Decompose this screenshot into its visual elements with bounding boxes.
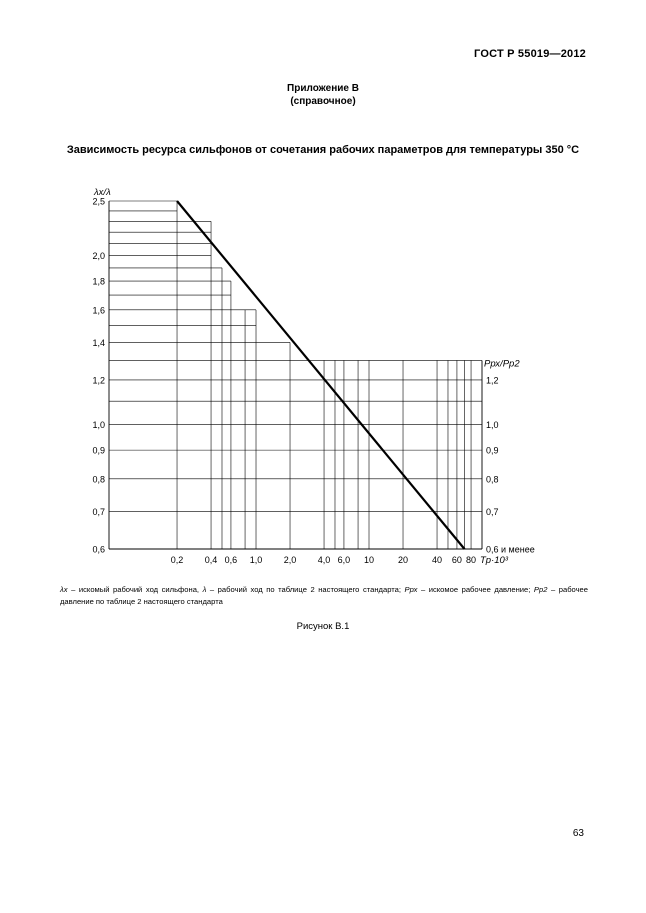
y-left-axis-label: λx/λ [94, 187, 111, 198]
y-left-tick-label: 1,0 [92, 419, 105, 430]
x-tick-label: 10 [363, 555, 375, 565]
figure-title: Зависимость ресурса сильфонов от сочетания рабочих параметров для температуры 350 °C [66, 144, 580, 156]
y-left-tick-label: 0,6 [92, 544, 105, 555]
x-tick-label: 60 [451, 555, 462, 565]
legend-pp2-text: – рабочее давление по таблице 2 настоящего стандарта [60, 585, 589, 606]
legend-l-text: – рабочий ход по таблице 2 настоящего стандарта; [206, 585, 405, 594]
x-tick-label: 6,0 [337, 555, 351, 565]
y-left-tick-label: 1,2 [92, 375, 105, 386]
y-left-tick-label: 0,8 [92, 474, 105, 485]
y-left-tick-label: 1,6 [92, 305, 105, 316]
y-right-tick-label: 1,2 [486, 375, 499, 386]
y-left-tick-label: 0,9 [92, 445, 105, 456]
x-axis-label: Tр·10³ [480, 555, 508, 566]
y-right-tick-label: 0,7 [486, 506, 499, 517]
y-left-tick-label: 1,8 [92, 276, 105, 287]
legend-l-symbol: λ [202, 585, 207, 594]
legend-ppx-symbol: Pрх [404, 585, 418, 594]
figure-legend [60, 584, 588, 608]
appendix-subtitle: (справочное) [290, 96, 356, 107]
x-tick-label: 80 [466, 555, 477, 565]
x-tick-label: 0,6 [224, 555, 238, 565]
y-right-axis-label: Pрх/Pр2 [484, 358, 520, 370]
y-left-tick-label: 2,0 [92, 250, 105, 261]
y-right-tick-label: 0,8 [486, 474, 499, 485]
appendix-heading [0, 82, 646, 108]
y-left-tick-label: 1,4 [92, 337, 105, 348]
y-right-tick-label: 1,0 [486, 419, 499, 430]
x-tick-label: 20 [398, 555, 409, 565]
x-tick-label: 4,0 [317, 555, 331, 565]
y-right-tick-label: 0,6 и менее [486, 544, 535, 555]
x-tick-label: 2,0 [283, 555, 297, 565]
x-tick-label: 0,4 [204, 555, 218, 565]
legend-pp2-symbol: Pр2 [533, 585, 548, 594]
y-right-tick-label: 0,9 [486, 445, 499, 456]
y-left-tick-label: 2,5 [92, 196, 105, 207]
y-left-tick-label: 0,7 [92, 506, 105, 517]
legend-lx-text: – искомый рабочий ход сильфона, [67, 585, 203, 594]
legend-ppx-text: – искомое рабочее давление; [417, 585, 534, 594]
figure-caption: Рисунок В.1 [296, 621, 350, 632]
page-number: 63 [572, 828, 584, 839]
x-tick-label: 1,0 [249, 555, 263, 565]
x-tick-label: 0,2 [170, 555, 184, 565]
standard-code: ГОСТ Р 55019—2012 [474, 48, 586, 60]
legend-lx-symbol: λx [60, 585, 68, 594]
x-tick-label: 40 [432, 555, 443, 565]
resource-line [177, 201, 464, 549]
appendix-title: Приложение В [287, 83, 359, 94]
resource-chart [0, 170, 646, 580]
